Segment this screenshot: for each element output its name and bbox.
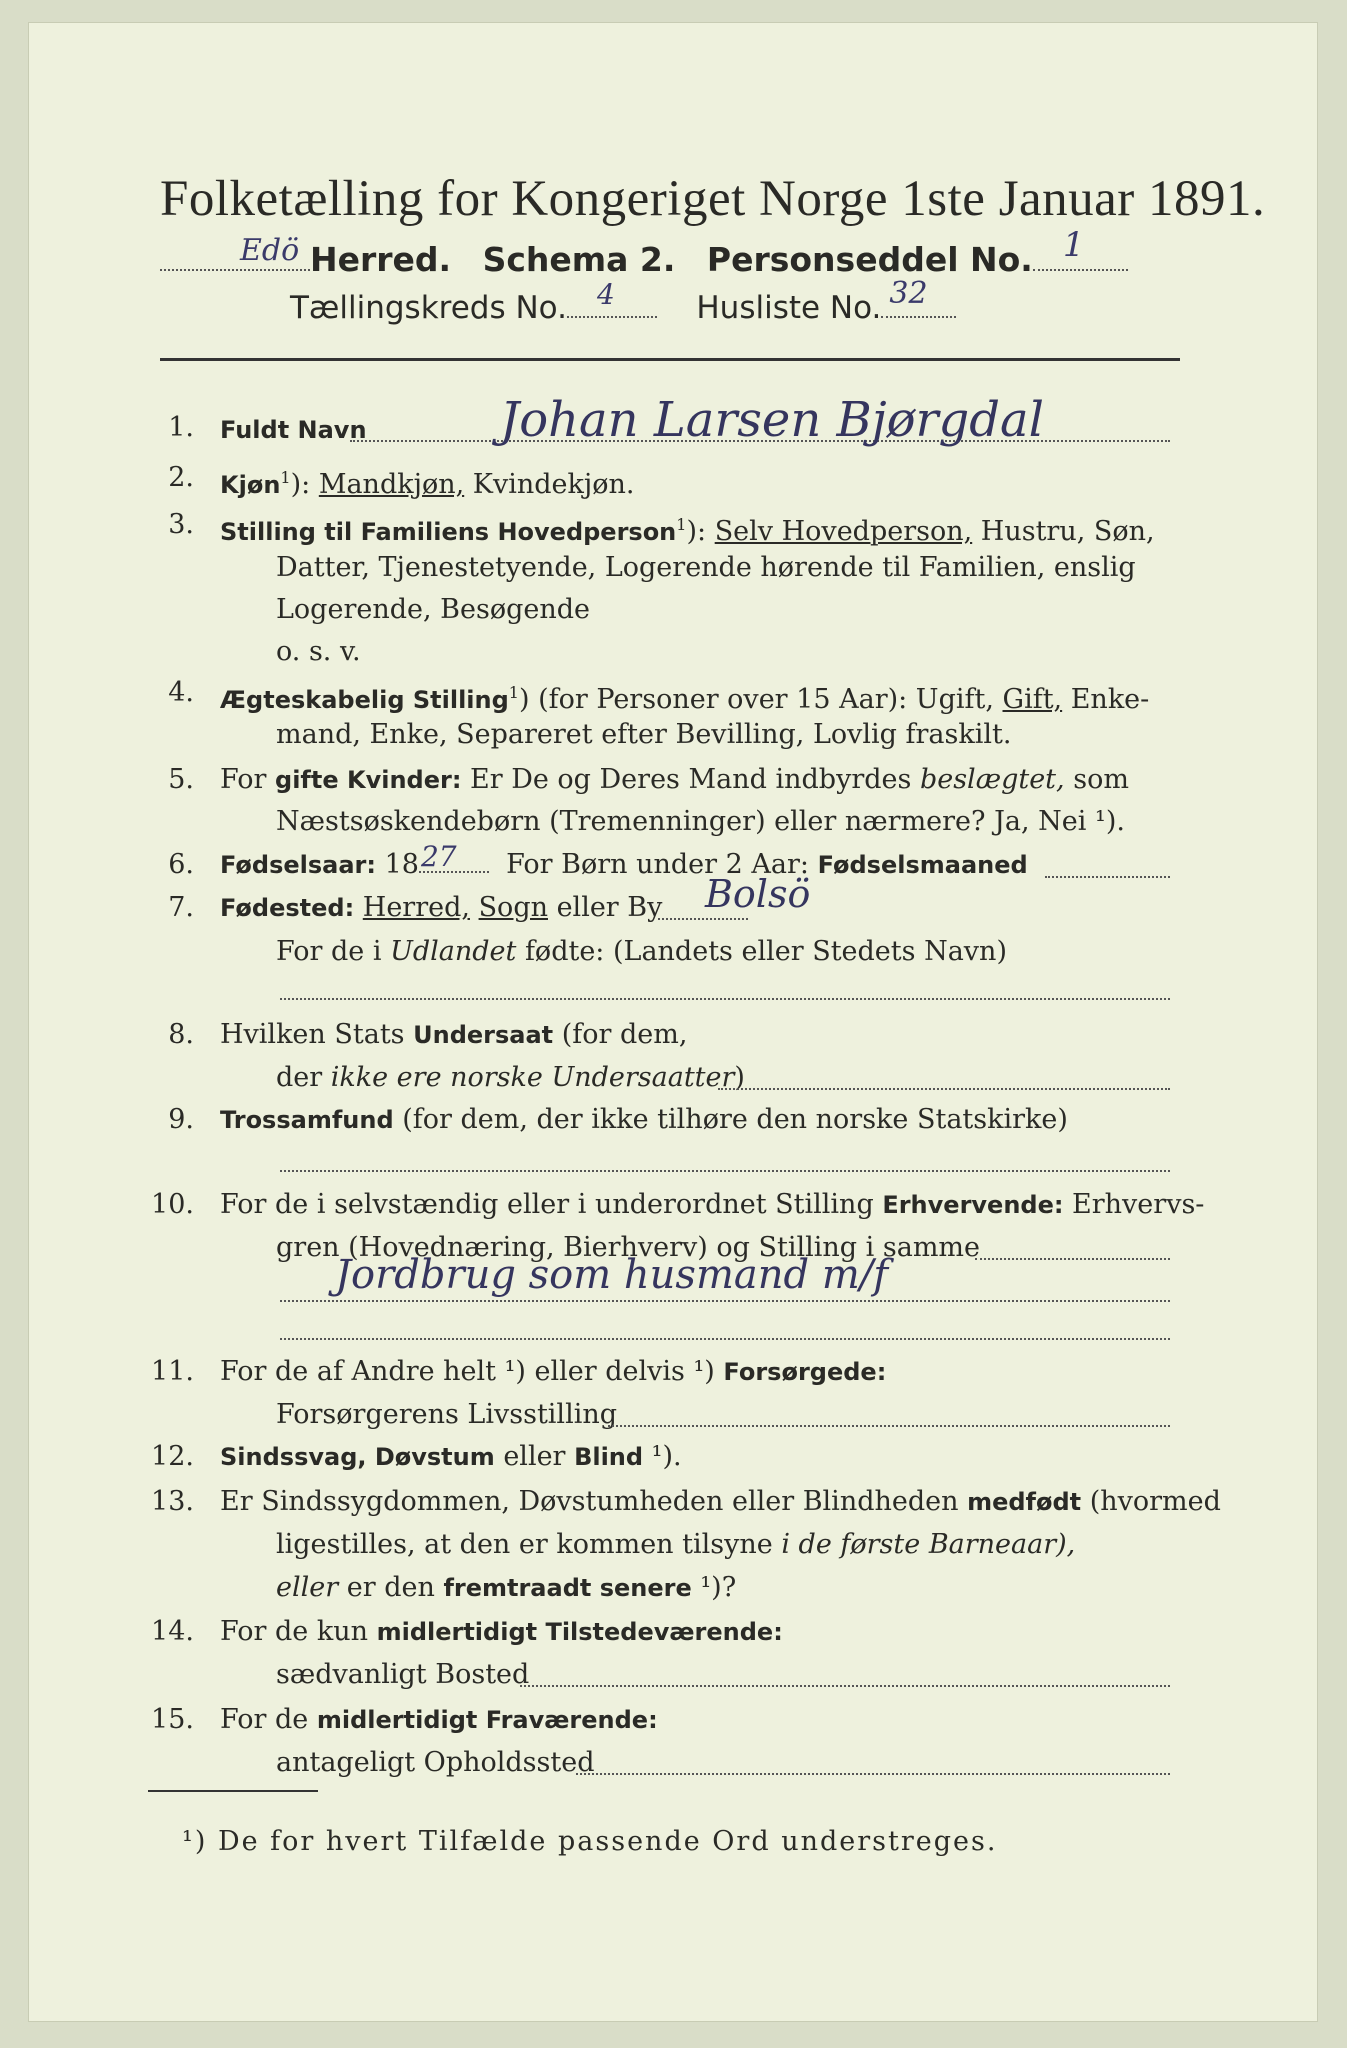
item-text: der bbox=[276, 1062, 331, 1093]
item-number: 1. bbox=[168, 412, 194, 443]
husliste-value: 32 bbox=[889, 276, 928, 311]
option-underlined: Mandkjøn, bbox=[318, 469, 465, 500]
item-label: medfødt bbox=[967, 1488, 1082, 1516]
birthmonth-field-line bbox=[1045, 876, 1170, 878]
item-number: 15. bbox=[151, 1704, 194, 1735]
item-text: For Børn under 2 Aar: bbox=[506, 849, 818, 880]
herred-label: Herred. bbox=[310, 240, 452, 279]
item-label: midlertidigt Fraværende: bbox=[316, 1706, 658, 1734]
item-text: Hustru, Søn, bbox=[972, 516, 1155, 547]
item-text: ¹)? bbox=[691, 1572, 737, 1603]
item-text: For de i selvstændig eller i underordnet Stilling bbox=[220, 1189, 883, 1220]
birthplace-field-line bbox=[658, 918, 748, 920]
item-number: 9. bbox=[168, 1104, 194, 1135]
occupation-field-line-3 bbox=[280, 1338, 1170, 1340]
header-rule bbox=[160, 358, 1180, 361]
item-text: ¹). bbox=[643, 1441, 682, 1472]
item-label: Fuldt Navn bbox=[220, 416, 367, 444]
item-label: Trossamfund bbox=[220, 1106, 394, 1134]
item-text: o. s. v. bbox=[276, 636, 361, 667]
item-label: Blind bbox=[574, 1443, 644, 1471]
item-number: 11. bbox=[151, 1356, 194, 1387]
item-label: Fødested: bbox=[220, 894, 355, 922]
item-text: eller bbox=[494, 1441, 575, 1472]
item-number: 8. bbox=[168, 1019, 194, 1050]
item-label: midlertidigt Tilstedeværende: bbox=[376, 1618, 783, 1646]
kreds-line bbox=[290, 276, 956, 326]
item-text: For de kun bbox=[220, 1616, 377, 1647]
item-label: gifte Kvinder: bbox=[275, 766, 462, 794]
item-label: Sindssvag, Døvstum bbox=[220, 1443, 495, 1471]
item-number: 6. bbox=[168, 849, 194, 880]
birthyear-value: 27 bbox=[420, 840, 457, 873]
item-text: For de bbox=[220, 1704, 317, 1735]
occupation-field-line-1 bbox=[975, 1258, 1170, 1260]
item-number: 10. bbox=[151, 1189, 194, 1220]
item-text: ligestilles, at den er kommen tilsyne bbox=[276, 1529, 782, 1560]
item-text: (for dem, der ikke tilhøre den norske Statskirke) bbox=[393, 1104, 1068, 1135]
occupation-field-line-2 bbox=[280, 1300, 1170, 1302]
item-label: fremtraadt senere bbox=[443, 1574, 692, 1602]
option-underlined: Herred, bbox=[362, 892, 470, 923]
item-text: (hvormed bbox=[1081, 1486, 1221, 1517]
item-number: 7. bbox=[168, 892, 194, 923]
item-text: som bbox=[1064, 764, 1129, 795]
footnote-rule bbox=[148, 1790, 318, 1792]
kreds-label: Tællingskreds No. bbox=[290, 290, 567, 326]
item-number: 14. bbox=[151, 1616, 194, 1647]
option-underlined: Gift, bbox=[1002, 684, 1063, 715]
item-text: For de af Andre helt ¹) eller delvis ¹) bbox=[220, 1356, 724, 1387]
item-text: ): bbox=[290, 469, 319, 500]
item-text: For bbox=[220, 764, 276, 795]
herred-value: Edö bbox=[240, 233, 300, 268]
item-label: Undersaat bbox=[413, 1021, 554, 1049]
kreds-field bbox=[567, 278, 657, 318]
item-label: Ægteskabelig Stilling bbox=[220, 686, 509, 714]
item-number: 4. bbox=[168, 677, 194, 708]
item-text: ): bbox=[686, 516, 715, 547]
item-label: Stilling til Familiens Hovedperson bbox=[220, 518, 677, 546]
birthplace-value: Bolsö bbox=[705, 872, 811, 916]
item-label: Fødselsmaaned bbox=[817, 851, 1028, 879]
item-text: Er De og Deres Mand indbyrdes bbox=[461, 764, 920, 795]
item-label: Kjøn bbox=[220, 471, 281, 499]
religion-field-line bbox=[280, 1170, 1170, 1172]
item-text-italic: Udlandet bbox=[390, 936, 517, 967]
item-text: (for dem, bbox=[553, 1019, 688, 1050]
item-text: Erhvervs- bbox=[1063, 1189, 1205, 1220]
item-text: er den bbox=[338, 1572, 444, 1603]
option-underlined: Selv Hovedperson, bbox=[714, 516, 973, 547]
probable-residence-field-line bbox=[576, 1773, 1170, 1775]
kreds-value: 4 bbox=[596, 278, 615, 311]
personseddel-label: Personseddel No. bbox=[706, 240, 1033, 279]
option: Kvindekjøn. bbox=[464, 469, 635, 500]
footnote: ¹) De for hvert Tilfælde passende Ord understreges. bbox=[182, 1826, 998, 1857]
birthyear-field bbox=[419, 840, 489, 873]
herred-field bbox=[160, 233, 310, 271]
item-number: 13. bbox=[151, 1486, 194, 1517]
item-number: 2. bbox=[168, 462, 194, 493]
form-title: Folketælling for Kongeriget Norge 1ste Januar 1891. bbox=[160, 171, 1266, 227]
item-label: Fødselsaar: bbox=[220, 851, 376, 879]
item-text-italic: i de første Barneaar), bbox=[781, 1529, 1076, 1560]
item-number: 12. bbox=[151, 1441, 194, 1472]
foreign-birthplace-line bbox=[280, 998, 1170, 1000]
item-text-italic: ikke ere norske Undersaatter bbox=[330, 1062, 735, 1093]
provider-field-line bbox=[608, 1425, 1170, 1427]
husliste-label: Husliste No. bbox=[696, 290, 882, 326]
item-text: eller By bbox=[548, 892, 663, 923]
item-text: Enke- bbox=[1062, 684, 1150, 715]
item-number: 3. bbox=[168, 509, 194, 540]
schema-label: Schema 2. bbox=[482, 240, 676, 279]
item-text: mand, Enke, Separeret efter Bevilling, Lovlig fraskilt. bbox=[276, 719, 1012, 750]
husliste-field bbox=[881, 276, 956, 318]
item-text: ) (for Personer over 15 Aar): Ugift, bbox=[518, 684, 1003, 715]
item-text: ) bbox=[734, 1062, 745, 1093]
item-text-italic: eller bbox=[276, 1572, 339, 1603]
usual-residence-field-line bbox=[520, 1685, 1170, 1687]
item-text: 18 bbox=[376, 849, 419, 880]
item-text: Logerende, Besøgende bbox=[276, 594, 590, 625]
item-text: Er Sindssygdommen, Døvstumheden eller Blindheden bbox=[220, 1486, 968, 1517]
herred-line bbox=[160, 225, 1128, 279]
item-text: Datter, Tjenestetyende, Logerende hørende til Familien, enslig bbox=[276, 552, 1136, 583]
item-text-italic: beslægtet, bbox=[919, 764, 1065, 795]
item-label: Erhvervende: bbox=[882, 1191, 1064, 1219]
citizenship-field-line bbox=[718, 1088, 1170, 1090]
item-text: sædvanligt Bosted bbox=[276, 1659, 530, 1690]
item-text: Forsørgerens Livsstilling bbox=[276, 1399, 618, 1430]
item-text: For de i bbox=[276, 936, 391, 967]
item-text: Hvilken Stats bbox=[220, 1019, 414, 1050]
item-label: Forsørgede: bbox=[723, 1358, 887, 1386]
occupation-value: Jordbrug som husmand m/f bbox=[335, 1252, 889, 1298]
item-text: antageligt Opholdssted bbox=[276, 1747, 595, 1778]
item-text: Næstsøskendebørn (Tremenninger) eller nærmere? Ja, Nei ¹). bbox=[276, 806, 1125, 837]
item-number: 5. bbox=[168, 764, 194, 795]
item-text: gren (Hovednæring, Bierhverv) og Stilling i samme bbox=[276, 1232, 981, 1263]
item-text: fødte: (Landets eller Stedets Navn) bbox=[516, 936, 1007, 967]
personseddel-field bbox=[1033, 225, 1128, 271]
name-value: Johan Larsen Bjørgdal bbox=[500, 392, 1044, 448]
option-underlined: Sogn bbox=[478, 892, 548, 923]
personseddel-value: 1 bbox=[1062, 225, 1085, 265]
